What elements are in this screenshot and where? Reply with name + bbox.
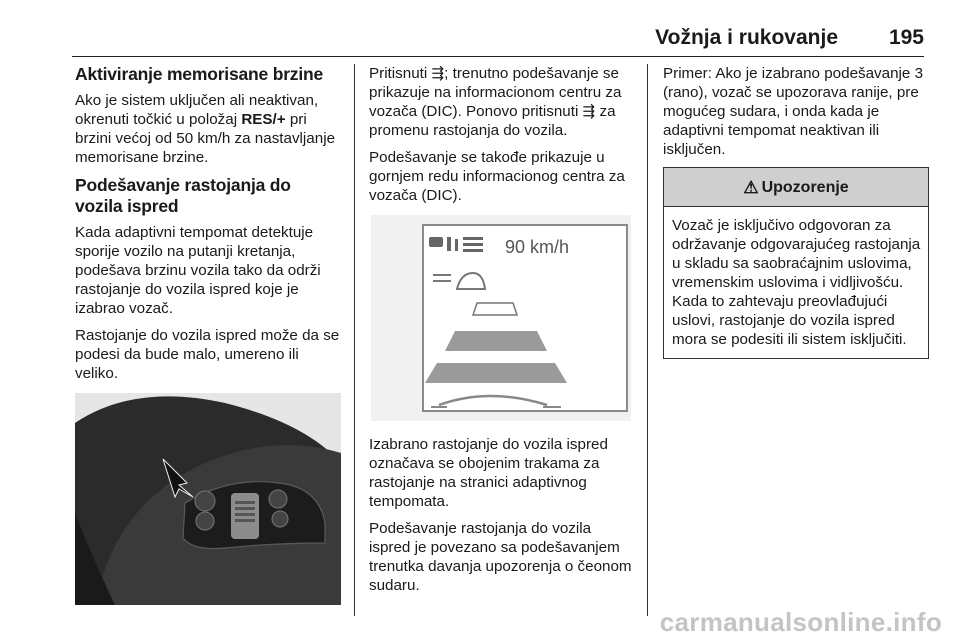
column-3 xyxy=(663,64,929,359)
page-number: 195 xyxy=(888,26,924,49)
section-heading-distance: Podešavanje rastojanja do vozila ispred xyxy=(75,175,291,216)
warning-text: Vozač je isključivo odgovoran za održavanje odgovarajućeg rastojanja u skladu sa saobraćajnim uslovima, vremenskim uslovima i vidljivošću. Kada to zahtevaju preovlađujući uslovi, rastojanje do vozila ispred mora se podesiti ili sistem isključiti. xyxy=(672,217,921,348)
warning-header xyxy=(664,168,928,207)
steering-wheel-illustration xyxy=(75,393,341,605)
paragraph: Kada adaptivni tempomat detektuje sporije vozilo na putanji kretanja, podešava brzinu vozila tako da održi rastojanje do vozila ispred koje je izabrao vozač. xyxy=(75,224,321,317)
column-2 xyxy=(369,64,635,603)
warning-box xyxy=(663,167,929,359)
watermark: carmanualsonline.info xyxy=(659,607,942,637)
paragraph xyxy=(75,91,341,167)
warning-title: Upozorenje xyxy=(761,178,849,196)
paragraph: Pritisnuti ⇶; trenutno podešavanje se prikazuje na informacionom centru za vozača (DIC). Ponovo pritisnuti ⇶ za promenu rastojanja do vozila. xyxy=(369,65,622,139)
column-divider xyxy=(354,64,355,616)
dic-display-illustration xyxy=(371,215,631,421)
paragraph: Izabrano rastojanje do vozila ispred označava se obojenim trakama za rastojanje na stranici adaptivnog tempomata. xyxy=(369,436,608,510)
dic-speed: 90 km/h xyxy=(505,237,570,257)
page-header xyxy=(72,22,924,57)
column-divider xyxy=(647,64,648,616)
paragraph: Podešavanje se takođe prikazuje u gornjem redu informacionog centra za vozača (DIC). xyxy=(369,149,625,204)
text: Ako je sistem uključen ali neaktivan, okrenuti točkić u položaj xyxy=(75,92,319,128)
paragraph: Primer: Ako je izabrano podešavanje 3 (rano), vozač se upozorava ranije, pre mogućeg sudara, i onda kada je adaptivni tempomat neaktivan ili isključen. xyxy=(663,65,924,158)
paragraph: Podešavanje rastojanja do vozila ispred je povezano sa podešavanjem trenutka davanja upozorenja o čeonom sudaru. xyxy=(369,520,632,594)
warning-triangle-icon: ⚠ xyxy=(743,177,759,197)
column-1 xyxy=(75,64,341,605)
section-heading-resume: Aktiviranje memorisane brzine xyxy=(75,64,324,84)
text: pri brzini većoj od 50 km/h za nastavljanje memorisane brzine. xyxy=(75,111,336,166)
paragraph: Rastojanje do vozila ispred može da se podesi da bude malo, umereno ili veliko. xyxy=(75,327,340,382)
res-label: RES/+ xyxy=(241,111,286,128)
page-title: Vožnja i rukovanje xyxy=(655,26,838,49)
gap-bars-icon xyxy=(463,237,483,252)
